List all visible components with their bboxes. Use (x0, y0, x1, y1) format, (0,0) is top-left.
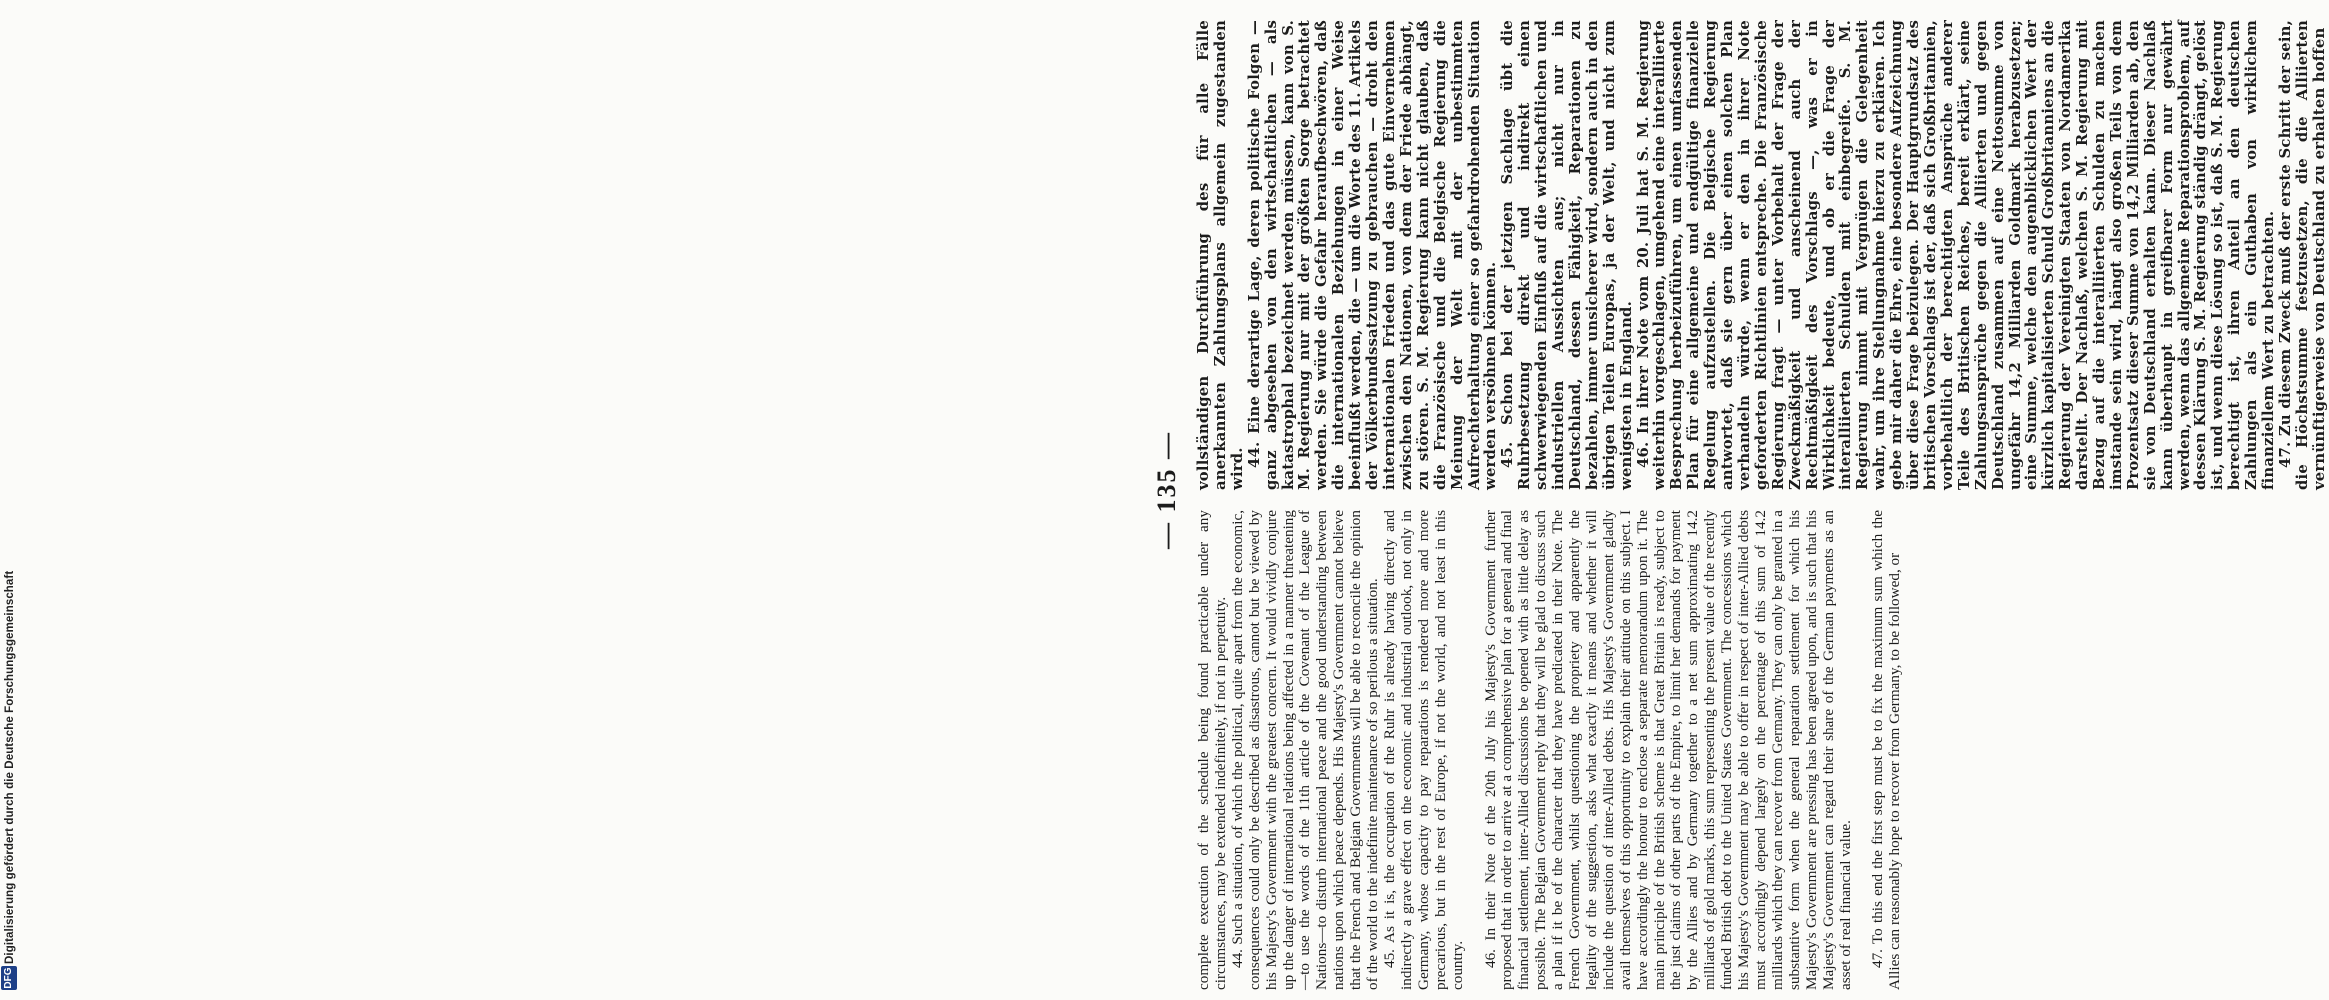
digitization-credit: Digitalisierung gefördert durch die Deutsche Forschungsgemeinschaft (4, 570, 16, 964)
paragraph-en-47: 47. To this end the first step must be to fix the maximum sum which the Allies can reasonably hope to recover from Germany, to be followed, or (1869, 510, 1904, 990)
page-number: — 135 — (1152, 431, 1181, 549)
english-column (1196, 510, 1904, 990)
paragraph-de-44: 44. Eine derartige Lage, deren politische Folgen — ganz abgesehen von den wirtschaftlichen — als katastrophal bezeichnet werden müssen, kann von S. M. Regierung nur mit der größten Sorge betrachtet werden. Sie würde die Gefahr heraufbeschwören, daß die internationalen Beziehungen in einer Weise beeinflußt werden, die — um die Worte des 11. Artikels der Völkerbundssatzung zu gebrauchen — droht den internationalen Frieden und das gute Einvernehmen zwischen den Nationen, von dem der Friede abhängt, zu stören. S. M. Regierung kann nicht glauben, daß die Französische und die Belgische Regierung die Meinung der Welt mit der unbestimmten Aufrechterhaltung einer so gefahrdrohenden Situation werden versöhnen können. (1245, 20, 1500, 490)
paragraph-en-46: 46. In their Note of the 20th July his Majesty's Government further proposed that in order to arrive at a comprehensive plan for a general and final financial settlement, inter-Allied discussions be opened with as little delay as possible. The Belgian Government reply that they will be glad to discuss such a plan if it be of the character that they have predicated in their Note. The French Government, whilst questioning the propriety and apparently the legality of the suggestion, asks what exactly it means and whether it will include the question of inter-Allied debts. His Majesty's Government gladly avail themselves of this opportunity to explain their attitude on this subject. I have accordingly the honour to enclose a separate memorandum upon it. The main principle of the British scheme is that Great Britain is ready, subject to the just claims of other parts of the Empire, to limit her demands for payment by the Allies and by Germany together to a net sum approximating 14.2 milliards of gold marks, this sum representing the present value of the recently funded British debt to the United States Government. The concessions which his Majesty's Government may be able to offer in respect of inter-Allied debts must accordingly depend largely on the percentage of this sum of 14.2 milliards which they can recover from Germany. They can only be granted in a substantive form when the general reparation settlement for which his Majesty's Government are pressing has been agreed upon, and is such that his Majesty's Government can regard their share of the German payments as an asset of real financial value. (1481, 510, 1854, 990)
paragraph-en-45: 45. As it is, the occupation of the Ruhr is already having directly and indirectly a grave effect on the economic and industrial outlook, not only in Germany, whose capacity to pay reparations is rendered more and more precarious, but in the rest of Europe, if not the world, and not least in this country. (1380, 510, 1466, 990)
paragraph-en-continuation: complete execution of the schedule being found practicable under any circumstances, may be extended indefinitely, if not in perpetuity. (1195, 510, 1229, 990)
paragraph-en-44: 44. Such a situation, of which the political, quite apart from the economic, consequences could only be described as disastrous, cannot but be viewed by his Majesty's Government with the greatest concern. It would vividly conjure up the danger of international relations being affected in a manner threatening—to use the words of the 11th article of the Covenant of the League of Nations—to disturb international peace and the good understanding between nations upon which peace depends. His Majesty's Government cannot believe that the French and Belgian Governments will be able to reconcile the opinion of the world to the indefinite maintenance of so perilous a situation. (1228, 510, 1382, 990)
paragraph-de-46: 46. In ihrer Note vom 20. Juli hat S. M. Regierung weiterhin vorgeschlagen, umgehend eine interalliierte Besprechung herbeizuführen, um einen umfassenden Plan für eine allgemeine und endgültige finanzielle Regelung aufzustellen. Die Belgische Regierung antwortet, daß sie gern über einen solchen Plan verhandeln würde, wenn er den in ihrer Note geforderten Richtlinien entspreche. Die Französische Regierung fragt — unter Vorbehalt der Frage der Zweckmäßigkeit und anscheinend auch der Rechtmäßigkeit des Vorschlags —, was er in Wirklichkeit bedeute, und ob er die Frage der interalliierten Schulden mit einbegreife. S. M. Regierung nimmt mit Vergnügen die Gelegenheit wahr, um ihre Stellungnahme hierzu zu erklären. Ich gebe mir daher die Ehre, eine besondere Aufzeichnung über diese Frage beizulegen. Der Hauptgrundsatz des britischen Vorschlags ist der, daß sich Großbritannien, vorbehaltlich der berechtigten Ansprüche anderer Teile des Britischen Reiches, bereit erklärt, seine Zahlungsansprüche gegen die Alliierten und gegen Deutschland zusammen auf eine Nettosumme von ungefähr 14,2 Milliarden Goldmark herabzusetzen; eine Summe, welche den augenblicklichen Wert der kürzlich kapitalisierten Schuld Großbritanniens an die Regierung der Vereinigten Staaten von Nordamerika darstellt. Der Nachlaß, welchen S. M. Regierung mit Bezug auf die interalliierten Schulden zu machen imstande sein wird, hängt also großen Teils von dem Prozentsatz dieser Summe von 14,2 Milliarden ab, den sie von Deutschland erhalten kann. Dieser Nachlaß kann überhaupt in greifbarer Form nur gewährt werden, wenn das allgemeine Reparationsproblem, auf dessen Klärung S. M. Regierung ständig drängt, gelöst ist, und wenn diese Lösung so ist, daß S. M. Regierung berechtigt ist, ihren Anteil an den deutschen Zahlungen als ein Guthaben von wirklichem finanziellem Wert zu betrachten. (1634, 20, 2278, 490)
german-column (1196, 20, 2329, 490)
paragraph-de-47: 47. Zu diesem Zweck muß der erste Schritt der sein, die Höchstsumme festzusetzen, die die Alliierten vernünftigerweise von Deutschland zu erhalten hoffen (2277, 20, 2328, 490)
paragraph-de-45: 45. Schon bei der jetzigen Sachlage übt die Ruhrbesetzung direkt und indirekt einen schwerwiegenden Einfluß auf die wirtschaftlichen und industriellen Aussichten aus; nicht nur in Deutschland, dessen Fähigkeit, Reparationen zu bezahlen, immer unsicherer wird, sondern auch in den übrigen Teilen Europas, ja der Welt, und nicht zum wenigsten in England. (1499, 20, 1635, 490)
paragraph-de-continuation: vollständigen Durchführung des für alle Fälle anerkannten Zahlungsplans allgemein zugestanden wird. (1195, 20, 1246, 490)
digitization-sidebar (0, 0, 24, 1000)
logo-text: DFG (3, 967, 14, 989)
document-page (100, 0, 2328, 990)
